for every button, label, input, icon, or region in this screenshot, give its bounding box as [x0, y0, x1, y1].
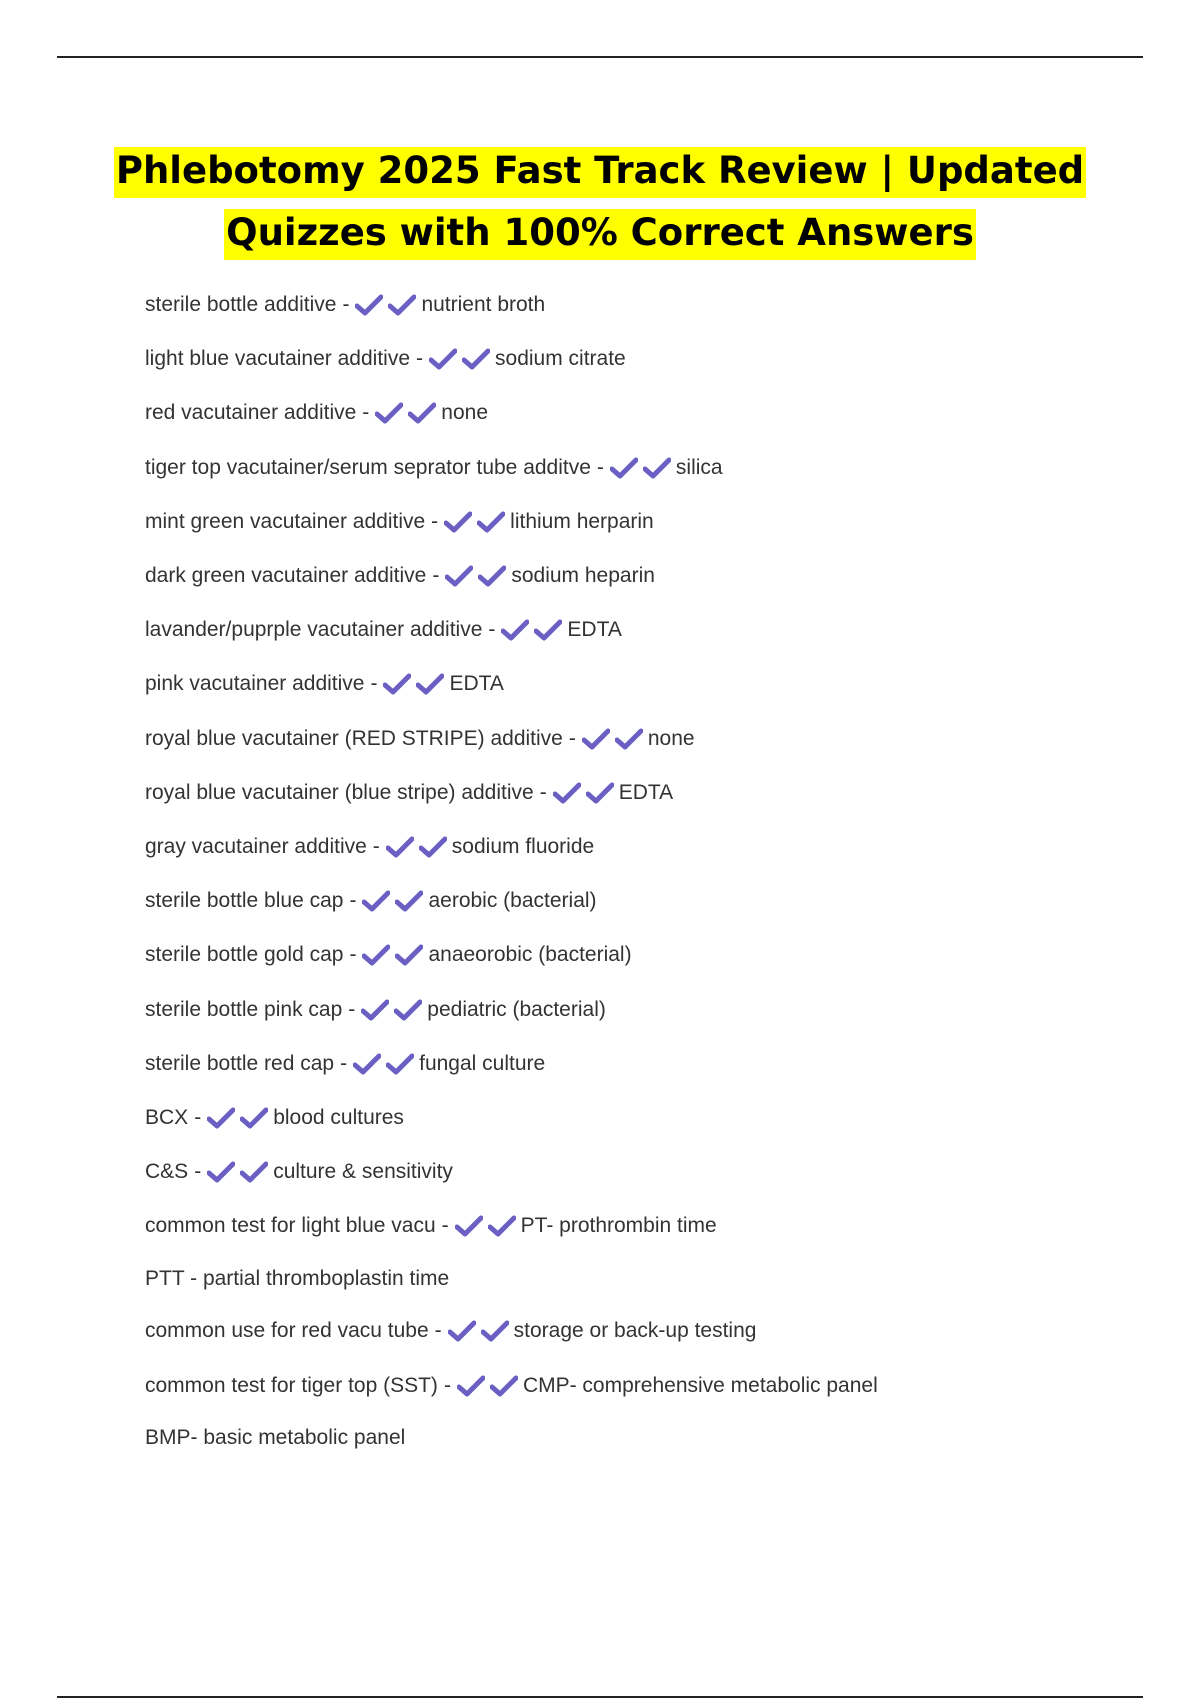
- answer-text: pediatric (bacterial): [427, 997, 606, 1021]
- check-mark-icon: [361, 999, 389, 1021]
- separator-dash: -: [568, 726, 576, 750]
- check-mark-icon: [386, 836, 414, 858]
- answer-continuation-text: BMP- basic metabolic panel: [145, 1426, 406, 1450]
- check-mark-icon: [501, 619, 529, 641]
- answer-text: culture & sensitivity: [273, 1160, 453, 1184]
- separator-dash: -: [596, 455, 604, 479]
- check-mark-icon: [448, 1320, 476, 1342]
- check-mark-icon: [488, 1215, 516, 1237]
- answer-checkmarks: [353, 1053, 416, 1075]
- check-mark-icon: [362, 944, 390, 966]
- separator-dash: -: [434, 1319, 442, 1343]
- qa-item: [145, 1359, 1145, 1413]
- answer-text: EDTA: [449, 672, 504, 696]
- question-text: BCX: [145, 1105, 189, 1129]
- check-mark-icon: [394, 999, 422, 1021]
- check-mark-icon: [375, 402, 403, 424]
- separator-dash: -: [340, 1051, 348, 1075]
- qa-item: [145, 549, 1145, 603]
- separator-dash: -: [431, 509, 439, 533]
- check-mark-icon: [457, 1375, 485, 1397]
- answer-continuation-line: [145, 1413, 1145, 1464]
- check-mark-icon: [481, 1320, 509, 1342]
- question-text: royal blue vacutainer (blue stripe) additive: [145, 780, 534, 804]
- question-text: light blue vacutainer additive: [145, 347, 411, 371]
- question-text: common test for tiger top (SST): [145, 1373, 438, 1397]
- answer-continuation-line: [145, 1253, 1145, 1304]
- separator-dash: -: [443, 1373, 451, 1397]
- check-mark-icon: [355, 294, 383, 316]
- qa-item: [145, 820, 1145, 874]
- answer-checkmarks: [445, 565, 508, 587]
- check-mark-icon: [478, 565, 506, 587]
- question-text: dark green vacutainer additive: [145, 564, 427, 588]
- qa-item: [145, 1304, 1145, 1358]
- question-text: common test for light blue vacu: [145, 1214, 436, 1238]
- answer-text: none: [441, 401, 489, 425]
- answer-checkmarks: [610, 457, 673, 479]
- qa-item: [145, 1037, 1145, 1091]
- check-mark-icon: [207, 1161, 235, 1183]
- qa-item: [145, 495, 1145, 549]
- separator-dash: -: [194, 1105, 202, 1129]
- separator-dash: -: [349, 889, 357, 913]
- question-text: sterile bottle gold cap: [145, 943, 344, 967]
- answer-text: lithium herparin: [510, 509, 654, 533]
- answer-text: silica: [675, 455, 723, 479]
- qa-item: [145, 712, 1145, 766]
- check-mark-icon: [240, 1107, 268, 1129]
- answer-checkmarks: [455, 1215, 518, 1237]
- answer-checkmarks: [355, 294, 418, 316]
- answer-text: sodium heparin: [511, 564, 655, 588]
- answer-checkmarks: [448, 1320, 511, 1342]
- qa-item: [145, 603, 1145, 657]
- question-text: sterile bottle blue cap: [145, 889, 344, 913]
- answer-checkmarks: [207, 1161, 270, 1183]
- qa-list: [145, 278, 1145, 1464]
- answer-checkmarks: [361, 999, 424, 1021]
- answer-text: sodium fluoride: [451, 834, 595, 858]
- question-text: pink vacutainer additive: [145, 672, 365, 696]
- check-mark-icon: [534, 619, 562, 641]
- qa-item: [145, 386, 1145, 440]
- check-mark-icon: [445, 565, 473, 587]
- answer-checkmarks: [444, 511, 507, 533]
- answer-checkmarks: [386, 836, 449, 858]
- separator-dash: -: [441, 1214, 449, 1238]
- separator-dash: -: [342, 293, 350, 317]
- title-line-2: Quizzes with 100% Correct Answers: [224, 209, 976, 260]
- question-text: mint green vacutainer additive: [145, 509, 426, 533]
- qa-item: [145, 982, 1145, 1036]
- answer-text: blood cultures: [273, 1105, 404, 1129]
- check-mark-icon: [477, 511, 505, 533]
- check-mark-icon: [610, 457, 638, 479]
- qa-item: [145, 766, 1145, 820]
- answer-continuation-text: PTT - partial thromboplastin time: [145, 1266, 450, 1290]
- answer-checkmarks: [582, 728, 645, 750]
- answer-text: EDTA: [567, 618, 622, 642]
- check-mark-icon: [395, 944, 423, 966]
- check-mark-icon: [386, 1053, 414, 1075]
- answer-checkmarks: [457, 1375, 520, 1397]
- qa-item: [145, 1145, 1145, 1199]
- question-text: tiger top vacutainer/serum seprator tube additve: [145, 455, 591, 479]
- answer-text: CMP- comprehensive metabolic panel: [522, 1373, 878, 1397]
- qa-item: [145, 928, 1145, 982]
- qa-item: [145, 332, 1145, 386]
- check-mark-icon: [416, 673, 444, 695]
- check-mark-icon: [429, 348, 457, 370]
- answer-checkmarks: [362, 890, 425, 912]
- separator-dash: -: [488, 618, 496, 642]
- answer-text: aerobic (bacterial): [428, 889, 597, 913]
- answer-checkmarks: [375, 402, 438, 424]
- document-title: [60, 140, 1140, 264]
- separator-dash: -: [432, 564, 440, 588]
- answer-checkmarks: [501, 619, 564, 641]
- check-mark-icon: [362, 890, 390, 912]
- answer-text: nutrient broth: [421, 293, 546, 317]
- check-mark-icon: [643, 457, 671, 479]
- check-mark-icon: [419, 836, 447, 858]
- check-mark-icon: [462, 348, 490, 370]
- question-text: red vacutainer additive: [145, 401, 357, 425]
- answer-text: sodium citrate: [495, 347, 626, 371]
- answer-text: fungal culture: [419, 1051, 546, 1075]
- separator-dash: -: [370, 672, 378, 696]
- check-mark-icon: [240, 1161, 268, 1183]
- check-mark-icon: [490, 1375, 518, 1397]
- separator-dash: -: [539, 780, 547, 804]
- answer-checkmarks: [429, 348, 492, 370]
- separator-dash: -: [416, 347, 424, 371]
- answer-text: storage or back-up testing: [513, 1319, 757, 1343]
- separator-dash: -: [362, 401, 370, 425]
- separator-dash: -: [194, 1160, 202, 1184]
- check-mark-icon: [383, 673, 411, 695]
- question-text: sterile bottle pink cap: [145, 997, 343, 1021]
- answer-checkmarks: [383, 673, 446, 695]
- question-text: sterile bottle additive: [145, 293, 337, 317]
- check-mark-icon: [444, 511, 472, 533]
- question-text: gray vacutainer additive: [145, 834, 367, 858]
- check-mark-icon: [408, 402, 436, 424]
- check-mark-icon: [586, 782, 614, 804]
- check-mark-icon: [388, 294, 416, 316]
- answer-text: EDTA: [618, 780, 674, 804]
- check-mark-icon: [615, 728, 643, 750]
- answer-text: PT- prothrombin time: [520, 1214, 717, 1238]
- answer-checkmarks: [553, 782, 616, 804]
- question-text: C&S: [145, 1160, 189, 1184]
- check-mark-icon: [207, 1107, 235, 1129]
- qa-item: [145, 1199, 1145, 1253]
- qa-item: [145, 874, 1145, 928]
- separator-dash: -: [372, 834, 380, 858]
- bottom-rule: [57, 1696, 1143, 1698]
- separator-dash: -: [349, 943, 357, 967]
- answer-checkmarks: [362, 944, 425, 966]
- question-text: royal blue vacutainer (RED STRIPE) additive: [145, 726, 563, 750]
- question-text: sterile bottle red cap: [145, 1051, 335, 1075]
- answer-checkmarks: [207, 1107, 270, 1129]
- question-text: lavander/puprple vacutainer additive: [145, 618, 483, 642]
- answer-text: none: [647, 726, 695, 750]
- check-mark-icon: [395, 890, 423, 912]
- separator-dash: -: [348, 997, 356, 1021]
- answer-text: anaeorobic (bacterial): [428, 943, 632, 967]
- check-mark-icon: [553, 782, 581, 804]
- question-text: common use for red vacu tube: [145, 1319, 429, 1343]
- check-mark-icon: [455, 1215, 483, 1237]
- top-rule: [57, 56, 1143, 58]
- title-line-1: Phlebotomy 2025 Fast Track Review | Updated: [114, 147, 1086, 198]
- qa-item: [145, 1091, 1145, 1145]
- qa-item: [145, 441, 1145, 495]
- qa-item: [145, 657, 1145, 711]
- check-mark-icon: [582, 728, 610, 750]
- check-mark-icon: [353, 1053, 381, 1075]
- qa-item: [145, 278, 1145, 332]
